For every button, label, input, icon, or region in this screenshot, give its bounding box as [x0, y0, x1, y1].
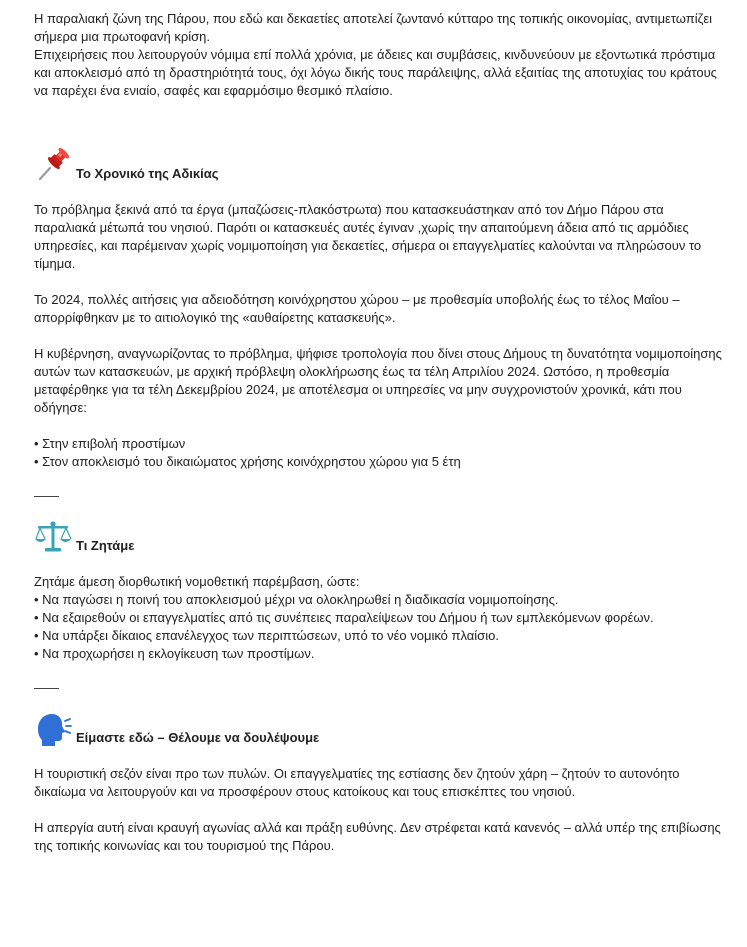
pushpin-icon — [34, 147, 72, 183]
section-title-demands: Τι Ζητάμε — [76, 538, 135, 553]
demands-bullet-3: • Να υπάρξει δίκαιος επανέλεγχος των περιπτώσεων, υπό το νέο νομικό πλαίσιο. — [34, 628, 499, 643]
intro-line-2: Επιχειρήσεις που λειτουργούν νόμιμα επί πολλά χρόνια, με άδειες και συμβάσεις, κινδυνεύουν με εξοντωτικά πρόστιμα και αποκλεισμό από τη δραστηριότητά τους, όχι λόγω δικής τους παράλειψης, αλλά εξαιτίας της αποτυχίας του κράτους να παρέχει ένα ενιαίο, σαφές και εφαρμόσιμο θεσμικό πλαίσιο. — [34, 47, 717, 98]
section-title-we-are-here: Είμαστε εδώ – Θέλουμε να δουλέψουμε — [76, 730, 320, 745]
section-heading-chronicle — [34, 147, 724, 183]
section-title-chronicle: Το Χρονικό της Αδικίας — [76, 166, 219, 181]
section-heading-we-are-here — [34, 711, 724, 747]
closing-paragraph-1: Η τουριστική σεζόν είναι προ των πυλών. Οι επαγγελματίες της εστίασης δεν ζητούν χάρη – ζητούν το αυτονόητο δικαίωμα να λειτουργούν και να προσφέρουν στους κατοίκους και τους επισκέπτες του νησιού. — [34, 766, 680, 799]
chronicle-paragraph-3: Η κυβέρνηση, αναγνωρίζοντας το πρόβλημα, ψήφισε τροπολογία που δίνει στους Δήμους τη δυνατότητα νομιμοποίησης αυτών των κατασκευών, με αρχική πρόβλεψη ολοκλήρωσης έως τα τέλη Απριλίου 2024. Ωστόσο, η προθεσμία μεταφέρθηκε για τα τέλη Δεκεμβρίου 2024, με αποτέλεσμα οι υπηρεσίες να μην συγχρονιστούν χρονικά, κάτι που οδήγησε: — [34, 346, 722, 415]
demands-bullet-1: • Να παγώσει η ποινή του αποκλεισμού μέχρι να ολοκληρωθεί η διαδικασία νομιμοποίησης. — [34, 592, 559, 607]
demands-bullet-4: • Να προχωρήσει η εκλογίκευση των προστίμων. — [34, 646, 315, 661]
demands-bullet-2: • Να εξαιρεθούν οι επαγγελματίες από τις συνέπειες παραλείψεων του Δήμου ή των εμπλεκόμενων φορέων. — [34, 610, 654, 625]
article-body — [34, 10, 724, 855]
intro-line-1: Η παραλιακή ζώνη της Πάρου, που εδώ και δεκαετίες αποτελεί ζωντανό κύτταρο της τοπικής οικονομίας, αντιμετωπίζει σήμερα μια πρωτοφανή κρίση. — [34, 11, 713, 44]
chronicle-paragraph-1: Το πρόβλημα ξεκινά από τα έργα (μπαζώσεις-πλακόστρωτα) που κατασκευάστηκαν από τον Δήμο Πάρου στα παραλιακά μέτωπά του νησιού. Παρότι οι κατασκευές αυτές έγιναν ,χωρίς την απαιτούμενη άδεια από τις αρμόδιες υπηρεσίες, και παρέμειναν χωρίς νομιμοποίηση για δεκαετίες, σήμερα οι επαγγελματίες καλούνται να πληρώσουν το τίμημα. — [34, 202, 702, 271]
section-divider — [34, 489, 724, 507]
chronicle-paragraph-2: Το 2024, πολλές αιτήσεις για αδειοδότηση κοινόχρηστου χώρου – με προθεσμία υποβολής έως το τέλος Μαΐου – απορρίφθηκαν με το αιτιολογικό της «αυθαίρετης κατασκευής». — [34, 292, 680, 325]
chronicle-bullet-2: • Στον αποκλεισμό του δικαιώματος χρήσης κοινόχρηστου χώρου για 5 έτη — [34, 454, 461, 469]
section-divider — [34, 681, 724, 699]
speaking-head-icon — [34, 711, 72, 747]
demands-intro: Ζητάμε άμεση διορθωτική νομοθετική παρέμβαση, ώστε: — [34, 574, 360, 589]
section-heading-demands — [34, 519, 724, 555]
chronicle-bullet-1: • Στην επιβολή προστίμων — [34, 436, 186, 451]
balance-scale-icon — [34, 519, 72, 555]
closing-paragraph-2: Η απεργία αυτή είναι κραυγή αγωνίας αλλά και πράξη ευθύνης. Δεν στρέφεται κατά κανενός – αλλά υπέρ της επιβίωσης της τοπικής κοινωνίας και του τουρισμού της Πάρου. — [34, 820, 721, 853]
